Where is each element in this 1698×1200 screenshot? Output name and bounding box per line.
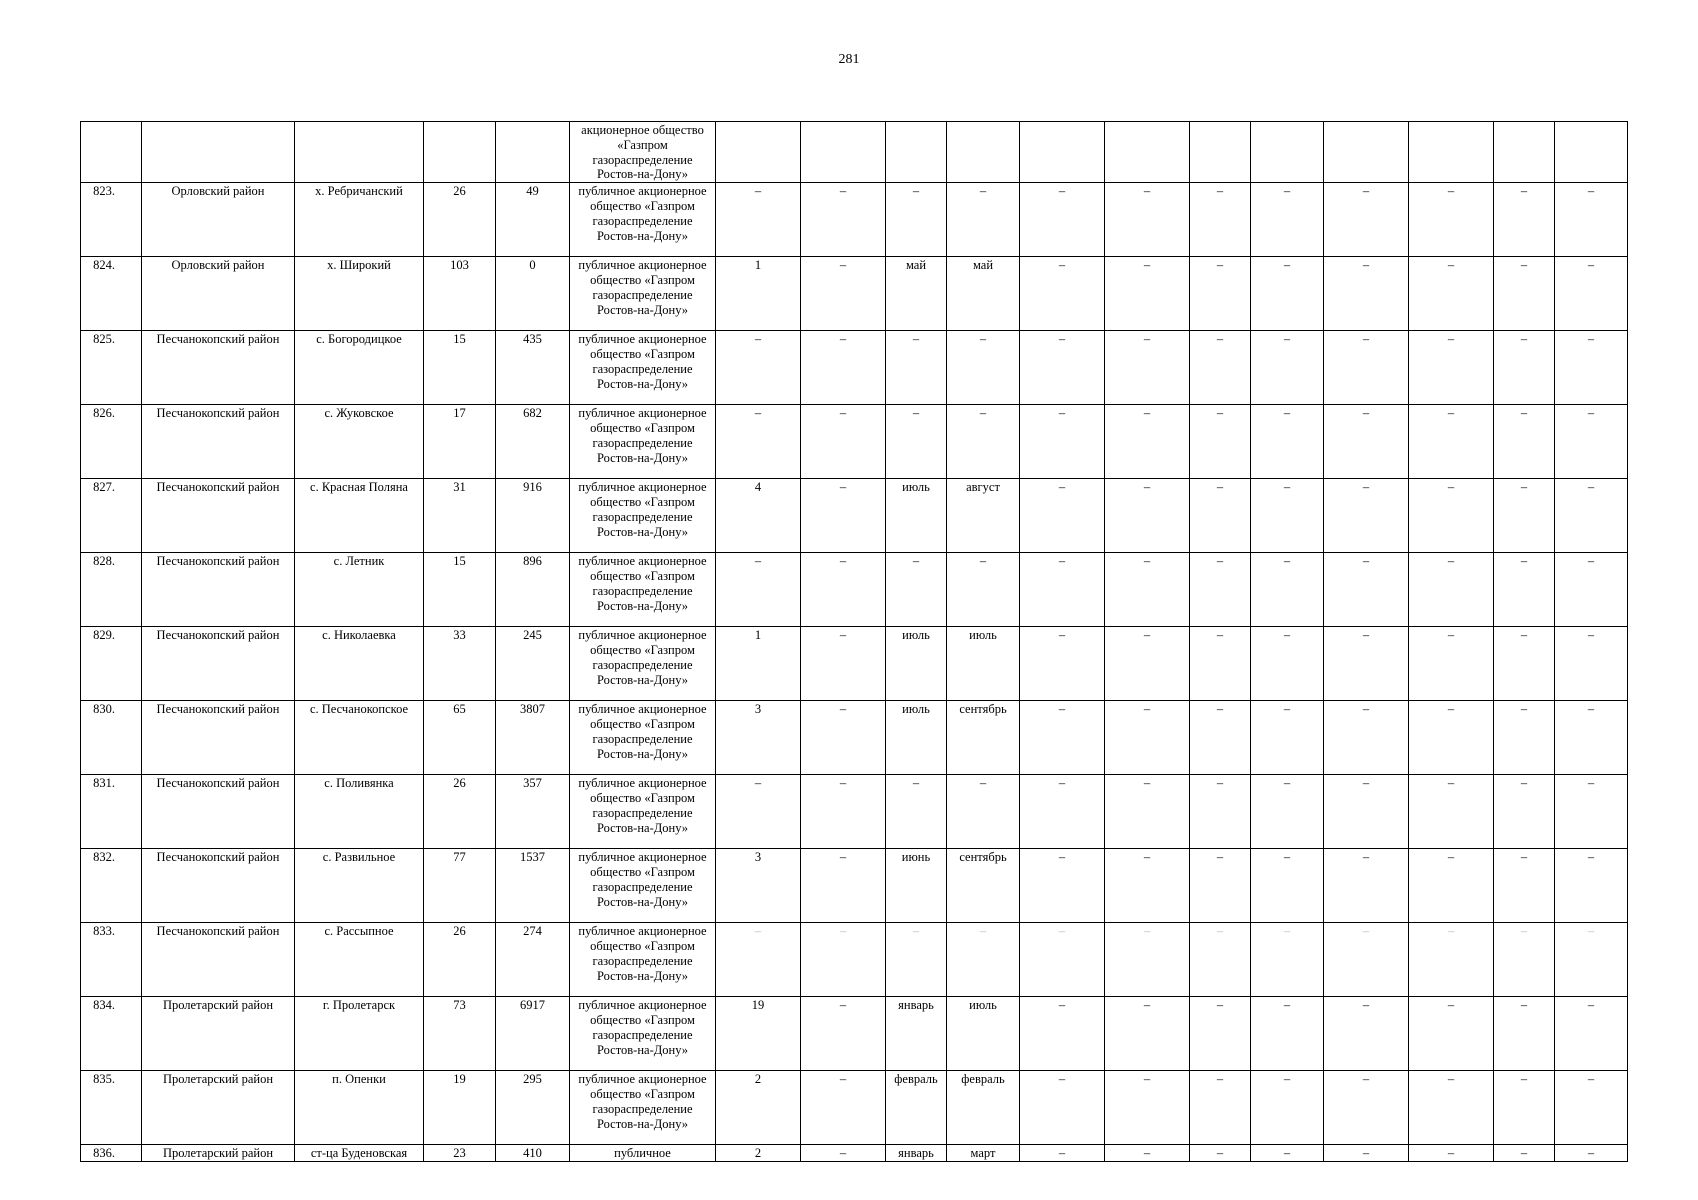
- cell-empty: [1251, 122, 1324, 183]
- cell-dash: –: [1251, 183, 1324, 257]
- cell-settlement: с. Богородицкое: [295, 331, 424, 405]
- cell-dash: –: [1020, 775, 1105, 849]
- cell-empty: [1494, 122, 1555, 183]
- cell-dash: –: [1324, 997, 1409, 1071]
- cell-empty: [1409, 122, 1494, 183]
- cell-dash: –: [1555, 849, 1628, 923]
- cell-count: –: [716, 923, 801, 997]
- cell-dash: –: [1105, 997, 1190, 1071]
- cell-dash: –: [1494, 701, 1555, 775]
- cell-num: 831.: [81, 775, 142, 849]
- cell-dash: –: [1494, 775, 1555, 849]
- cell-dash: –: [1324, 923, 1409, 997]
- cell-organization: публичное акционерное общество «Газпром газораспределение Ростов-на-Дону»: [570, 775, 716, 849]
- cell-dash: –: [1555, 553, 1628, 627]
- cell-settlement: с. Песчанокопское: [295, 701, 424, 775]
- cell-dash: –: [1494, 553, 1555, 627]
- cell-start-month: –: [886, 775, 947, 849]
- cell-dash: –: [1409, 1145, 1494, 1162]
- cell-dash: –: [1251, 1071, 1324, 1145]
- table-row: [81, 775, 1628, 849]
- cell-dash: –: [1251, 849, 1324, 923]
- cell-start-month: –: [886, 405, 947, 479]
- cell-count: 3: [716, 849, 801, 923]
- cell-dash: –: [801, 405, 886, 479]
- cell-c2: 274: [496, 923, 570, 997]
- cell-dash: –: [1105, 923, 1190, 997]
- cell-dash: –: [801, 257, 886, 331]
- cell-organization: публичное акционерное общество «Газпром газораспределение Ростов-на-Дону»: [570, 183, 716, 257]
- table-row: [81, 405, 1628, 479]
- table-row: [81, 849, 1628, 923]
- cell-num: 824.: [81, 257, 142, 331]
- cell-dash: –: [1190, 479, 1251, 553]
- table-row: [81, 1145, 1628, 1162]
- cell-c2: 896: [496, 553, 570, 627]
- cell-count: 2: [716, 1145, 801, 1162]
- table-row: [81, 479, 1628, 553]
- cell-dash: –: [1494, 183, 1555, 257]
- cell-dash: –: [801, 849, 886, 923]
- cell-end-month: сентябрь: [947, 849, 1020, 923]
- cell-settlement: с. Жуковское: [295, 405, 424, 479]
- cell-district: Песчанокопский район: [142, 479, 295, 553]
- cell-dash: –: [1555, 701, 1628, 775]
- cell-dash: –: [1190, 923, 1251, 997]
- cell-organization: публичное акционерное общество «Газпром газораспределение Ростов-на-Дону»: [570, 849, 716, 923]
- cell-dash: –: [801, 331, 886, 405]
- cell-dash: –: [1555, 627, 1628, 701]
- cell-start-month: январь: [886, 997, 947, 1071]
- cell-settlement: х. Широкий: [295, 257, 424, 331]
- cell-dash: –: [1409, 1071, 1494, 1145]
- cell-dash: –: [1020, 183, 1105, 257]
- cell-dash: –: [801, 553, 886, 627]
- cell-dash: –: [1251, 701, 1324, 775]
- cell-dash: –: [1190, 553, 1251, 627]
- cell-dash: –: [1105, 479, 1190, 553]
- cell-num: 830.: [81, 701, 142, 775]
- table-row: [81, 701, 1628, 775]
- cell-dash: –: [1409, 775, 1494, 849]
- cell-c2: 3807: [496, 701, 570, 775]
- cell-dash: –: [1105, 553, 1190, 627]
- cell-empty: [1324, 122, 1409, 183]
- cell-count: –: [716, 331, 801, 405]
- cell-num: [81, 122, 142, 183]
- cell-dash: –: [1555, 775, 1628, 849]
- cell-empty: [886, 122, 947, 183]
- cell-c1: 26: [424, 775, 496, 849]
- cell-c1: 77: [424, 849, 496, 923]
- cell-dash: –: [1555, 1071, 1628, 1145]
- cell-dash: –: [801, 627, 886, 701]
- cell-dash: –: [1020, 701, 1105, 775]
- cell-start-month: май: [886, 257, 947, 331]
- cell-dash: –: [1251, 1145, 1324, 1162]
- cell-dash: –: [1409, 331, 1494, 405]
- cell-dash: –: [1251, 257, 1324, 331]
- cell-dash: –: [1494, 331, 1555, 405]
- cell-settlement: с. Развильное: [295, 849, 424, 923]
- cell-c1: 65: [424, 701, 496, 775]
- cell-num: 825.: [81, 331, 142, 405]
- cell-dash: –: [1190, 849, 1251, 923]
- cell-c2: 357: [496, 775, 570, 849]
- cell-dash: –: [1190, 331, 1251, 405]
- cell-start-month: февраль: [886, 1071, 947, 1145]
- cell-organization: публичное акционерное общество «Газпром газораспределение Ростов-на-Дону»: [570, 257, 716, 331]
- cell-start-month: –: [886, 923, 947, 997]
- cell-dash: –: [1190, 1071, 1251, 1145]
- cell-dash: –: [1020, 479, 1105, 553]
- cell-empty: [1190, 122, 1251, 183]
- gasification-table: [80, 121, 1628, 1162]
- cell-empty: [801, 122, 886, 183]
- cell-organization: публичное акционерное общество «Газпром газораспределение Ростов-на-Дону»: [570, 553, 716, 627]
- cell-num: 829.: [81, 627, 142, 701]
- cell-end-month: май: [947, 257, 1020, 331]
- cell-dash: –: [1190, 183, 1251, 257]
- cell-dash: –: [1105, 183, 1190, 257]
- cell-num: 828.: [81, 553, 142, 627]
- cell-district: Песчанокопский район: [142, 405, 295, 479]
- table-row: [81, 183, 1628, 257]
- cell-dash: –: [1324, 479, 1409, 553]
- cell-dash: –: [1494, 479, 1555, 553]
- cell-district: Песчанокопский район: [142, 627, 295, 701]
- cell-c1: 33: [424, 627, 496, 701]
- cell-dash: –: [1020, 923, 1105, 997]
- cell-dash: –: [1251, 775, 1324, 849]
- cell-dash: –: [1020, 331, 1105, 405]
- cell-dash: –: [1105, 701, 1190, 775]
- cell-c2: 1537: [496, 849, 570, 923]
- cell-settlement: с. Красная Поляна: [295, 479, 424, 553]
- cell-dash: –: [1409, 405, 1494, 479]
- cell-dash: –: [1324, 627, 1409, 701]
- cell-dash: –: [1105, 331, 1190, 405]
- cell-dash: –: [1020, 849, 1105, 923]
- cell-district: Пролетарский район: [142, 1071, 295, 1145]
- cell-dash: –: [1251, 479, 1324, 553]
- cell-organization: публичное акционерное общество «Газпром газораспределение Ростов-на-Дону»: [570, 479, 716, 553]
- cell-start-month: январь: [886, 1145, 947, 1162]
- cell-start-month: июнь: [886, 849, 947, 923]
- cell-dash: –: [1105, 1145, 1190, 1162]
- cell-dash: –: [1494, 923, 1555, 997]
- cell-dash: –: [1494, 405, 1555, 479]
- cell-dash: –: [1409, 849, 1494, 923]
- cell-count: 2: [716, 1071, 801, 1145]
- cell-end-month: сентябрь: [947, 701, 1020, 775]
- cell-count: –: [716, 183, 801, 257]
- cell-dash: –: [1251, 627, 1324, 701]
- cell-settlement: ст-ца Буденовская: [295, 1145, 424, 1162]
- cell-c2: 682: [496, 405, 570, 479]
- cell-dash: –: [1251, 923, 1324, 997]
- cell-start-month: июль: [886, 479, 947, 553]
- cell-dash: –: [1494, 627, 1555, 701]
- cell-c1: 19: [424, 1071, 496, 1145]
- cell-dash: –: [1251, 997, 1324, 1071]
- cell-dash: –: [1324, 405, 1409, 479]
- cell-dash: –: [1324, 183, 1409, 257]
- cell-dash: –: [1190, 997, 1251, 1071]
- cell-settlement: с. Поливянка: [295, 775, 424, 849]
- cell-dash: –: [1409, 553, 1494, 627]
- cell-dash: –: [1105, 849, 1190, 923]
- cell-dash: –: [1020, 997, 1105, 1071]
- cell-dash: –: [1555, 997, 1628, 1071]
- cell-c2: 0: [496, 257, 570, 331]
- cell-dash: –: [1409, 701, 1494, 775]
- cell-district: Песчанокопский район: [142, 553, 295, 627]
- cell-count: 4: [716, 479, 801, 553]
- cell-c2: 49: [496, 183, 570, 257]
- cell-dash: –: [1555, 923, 1628, 997]
- cell-district: Пролетарский район: [142, 1145, 295, 1162]
- cell-c1: 26: [424, 183, 496, 257]
- cell-c1: 26: [424, 923, 496, 997]
- cell-c1: [424, 122, 496, 183]
- cell-c1: 73: [424, 997, 496, 1071]
- cell-dash: –: [1409, 479, 1494, 553]
- cell-c1: 31: [424, 479, 496, 553]
- cell-dash: –: [1409, 183, 1494, 257]
- cell-c1: 23: [424, 1145, 496, 1162]
- table-row: [81, 997, 1628, 1071]
- cell-dash: –: [1105, 775, 1190, 849]
- cell-dash: –: [1020, 1145, 1105, 1162]
- cell-dash: –: [1555, 405, 1628, 479]
- cell-dash: –: [1324, 553, 1409, 627]
- cell-c2: [496, 122, 570, 183]
- cell-end-month: –: [947, 923, 1020, 997]
- cell-dash: –: [1324, 331, 1409, 405]
- cell-end-month: февраль: [947, 1071, 1020, 1145]
- cell-dash: –: [1251, 553, 1324, 627]
- cell-district: Песчанокопский район: [142, 331, 295, 405]
- cell-count: –: [716, 553, 801, 627]
- cell-dash: –: [1409, 627, 1494, 701]
- cell-dash: –: [801, 997, 886, 1071]
- cell-end-month: –: [947, 553, 1020, 627]
- cell-num: 827.: [81, 479, 142, 553]
- cell-count: 3: [716, 701, 801, 775]
- cell-dash: –: [1105, 1071, 1190, 1145]
- cell-district: Песчанокопский район: [142, 923, 295, 997]
- cell-c2: 245: [496, 627, 570, 701]
- cell-settlement: с. Рассыпное: [295, 923, 424, 997]
- cell-empty: [716, 122, 801, 183]
- cell-c2: 435: [496, 331, 570, 405]
- cell-num: 823.: [81, 183, 142, 257]
- cell-settlement: с. Летник: [295, 553, 424, 627]
- table-row: [81, 1071, 1628, 1145]
- cell-empty: [947, 122, 1020, 183]
- cell-dash: –: [1105, 257, 1190, 331]
- cell-dash: –: [1324, 1071, 1409, 1145]
- cell-dash: –: [1020, 257, 1105, 331]
- cell-organization: публичное: [570, 1145, 716, 1162]
- cell-start-month: –: [886, 183, 947, 257]
- page-number: 281: [838, 52, 860, 67]
- cell-c1: 15: [424, 553, 496, 627]
- cell-dash: –: [1409, 257, 1494, 331]
- cell-count: 1: [716, 257, 801, 331]
- cell-count: 1: [716, 627, 801, 701]
- table-row: [81, 627, 1628, 701]
- cell-organization: публичное акционерное общество «Газпром газораспределение Ростов-на-Дону»: [570, 923, 716, 997]
- cell-dash: –: [801, 183, 886, 257]
- cell-dash: –: [1555, 257, 1628, 331]
- cell-dash: –: [801, 923, 886, 997]
- cell-end-month: июль: [947, 997, 1020, 1071]
- cell-num: 836.: [81, 1145, 142, 1162]
- cell-c1: 15: [424, 331, 496, 405]
- table-row: [81, 923, 1628, 997]
- table-row: [81, 257, 1628, 331]
- cell-district: Песчанокопский район: [142, 701, 295, 775]
- cell-dash: –: [1020, 405, 1105, 479]
- cell-dash: –: [1494, 1145, 1555, 1162]
- cell-c2: 410: [496, 1145, 570, 1162]
- cell-dash: –: [1190, 701, 1251, 775]
- cell-num: 826.: [81, 405, 142, 479]
- cell-count: 19: [716, 997, 801, 1071]
- cell-num: 832.: [81, 849, 142, 923]
- cell-dash: –: [1494, 1071, 1555, 1145]
- cell-end-month: –: [947, 405, 1020, 479]
- cell-dash: –: [801, 701, 886, 775]
- cell-c2: 295: [496, 1071, 570, 1145]
- cell-end-month: –: [947, 183, 1020, 257]
- cell-dash: –: [1555, 331, 1628, 405]
- cell-organization: публичное акционерное общество «Газпром газораспределение Ростов-на-Дону»: [570, 701, 716, 775]
- cell-district: Песчанокопский район: [142, 849, 295, 923]
- cell-dash: –: [1494, 997, 1555, 1071]
- table-row: [81, 553, 1628, 627]
- cell-dash: –: [1324, 257, 1409, 331]
- cell-dash: –: [1555, 479, 1628, 553]
- cell-end-month: –: [947, 331, 1020, 405]
- cell-end-month: –: [947, 775, 1020, 849]
- cell-district: Песчанокопский район: [142, 775, 295, 849]
- cell-dash: –: [1190, 627, 1251, 701]
- cell-dash: –: [1251, 331, 1324, 405]
- cell-c1: 103: [424, 257, 496, 331]
- cell-district: Пролетарский район: [142, 997, 295, 1071]
- cell-dash: –: [1409, 997, 1494, 1071]
- cell-count: –: [716, 405, 801, 479]
- cell-dash: –: [1190, 405, 1251, 479]
- cell-empty: [1555, 122, 1628, 183]
- continuation-row: [81, 122, 1628, 183]
- cell-c2: 916: [496, 479, 570, 553]
- cell-organization: публичное акционерное общество «Газпром газораспределение Ростов-на-Дону»: [570, 331, 716, 405]
- cell-dash: –: [1105, 627, 1190, 701]
- cell-dash: –: [1324, 849, 1409, 923]
- cell-settlement: п. Опенки: [295, 1071, 424, 1145]
- cell-dash: –: [1190, 1145, 1251, 1162]
- cell-settlement: [295, 122, 424, 183]
- cell-district: Орловский район: [142, 257, 295, 331]
- cell-dash: –: [1494, 849, 1555, 923]
- cell-settlement: г. Пролетарск: [295, 997, 424, 1071]
- cell-c1: 17: [424, 405, 496, 479]
- cell-count: –: [716, 775, 801, 849]
- cell-dash: –: [1324, 775, 1409, 849]
- cell-start-month: –: [886, 553, 947, 627]
- cell-settlement: х. Ребричанский: [295, 183, 424, 257]
- cell-end-month: июль: [947, 627, 1020, 701]
- cell-dash: –: [1190, 257, 1251, 331]
- cell-num: 834.: [81, 997, 142, 1071]
- cell-num: 833.: [81, 923, 142, 997]
- cell-dash: –: [1555, 1145, 1628, 1162]
- cell-dash: –: [1020, 1071, 1105, 1145]
- cell-num: 835.: [81, 1071, 142, 1145]
- cell-dash: –: [801, 775, 886, 849]
- cell-dash: –: [1324, 1145, 1409, 1162]
- cell-start-month: июль: [886, 701, 947, 775]
- cell-start-month: –: [886, 331, 947, 405]
- cell-start-month: июль: [886, 627, 947, 701]
- cell-empty: [1020, 122, 1105, 183]
- cell-dash: –: [1190, 775, 1251, 849]
- cell-dash: –: [1409, 923, 1494, 997]
- cell-dash: –: [1251, 405, 1324, 479]
- table-row: [81, 331, 1628, 405]
- cell-end-month: март: [947, 1145, 1020, 1162]
- cell-dash: –: [1020, 627, 1105, 701]
- cell-dash: –: [1494, 257, 1555, 331]
- cell-organization: публичное акционерное общество «Газпром газораспределение Ростов-на-Дону»: [570, 997, 716, 1071]
- cell-district: Орловский район: [142, 183, 295, 257]
- cell-organization: публичное акционерное общество «Газпром газораспределение Ростов-на-Дону»: [570, 405, 716, 479]
- cell-empty: [1105, 122, 1190, 183]
- cell-district: [142, 122, 295, 183]
- cell-dash: –: [1324, 701, 1409, 775]
- cell-settlement: с. Николаевка: [295, 627, 424, 701]
- cell-organization: акционерное общество «Газпром газораспределение Ростов-на-Дону»: [570, 122, 716, 183]
- cell-end-month: август: [947, 479, 1020, 553]
- cell-organization: публичное акционерное общество «Газпром газораспределение Ростов-на-Дону»: [570, 1071, 716, 1145]
- cell-c2: 6917: [496, 997, 570, 1071]
- cell-dash: –: [801, 1071, 886, 1145]
- cell-dash: –: [801, 1145, 886, 1162]
- cell-dash: –: [1105, 405, 1190, 479]
- cell-dash: –: [801, 479, 886, 553]
- cell-dash: –: [1555, 183, 1628, 257]
- cell-organization: публичное акционерное общество «Газпром газораспределение Ростов-на-Дону»: [570, 627, 716, 701]
- cell-dash: –: [1020, 553, 1105, 627]
